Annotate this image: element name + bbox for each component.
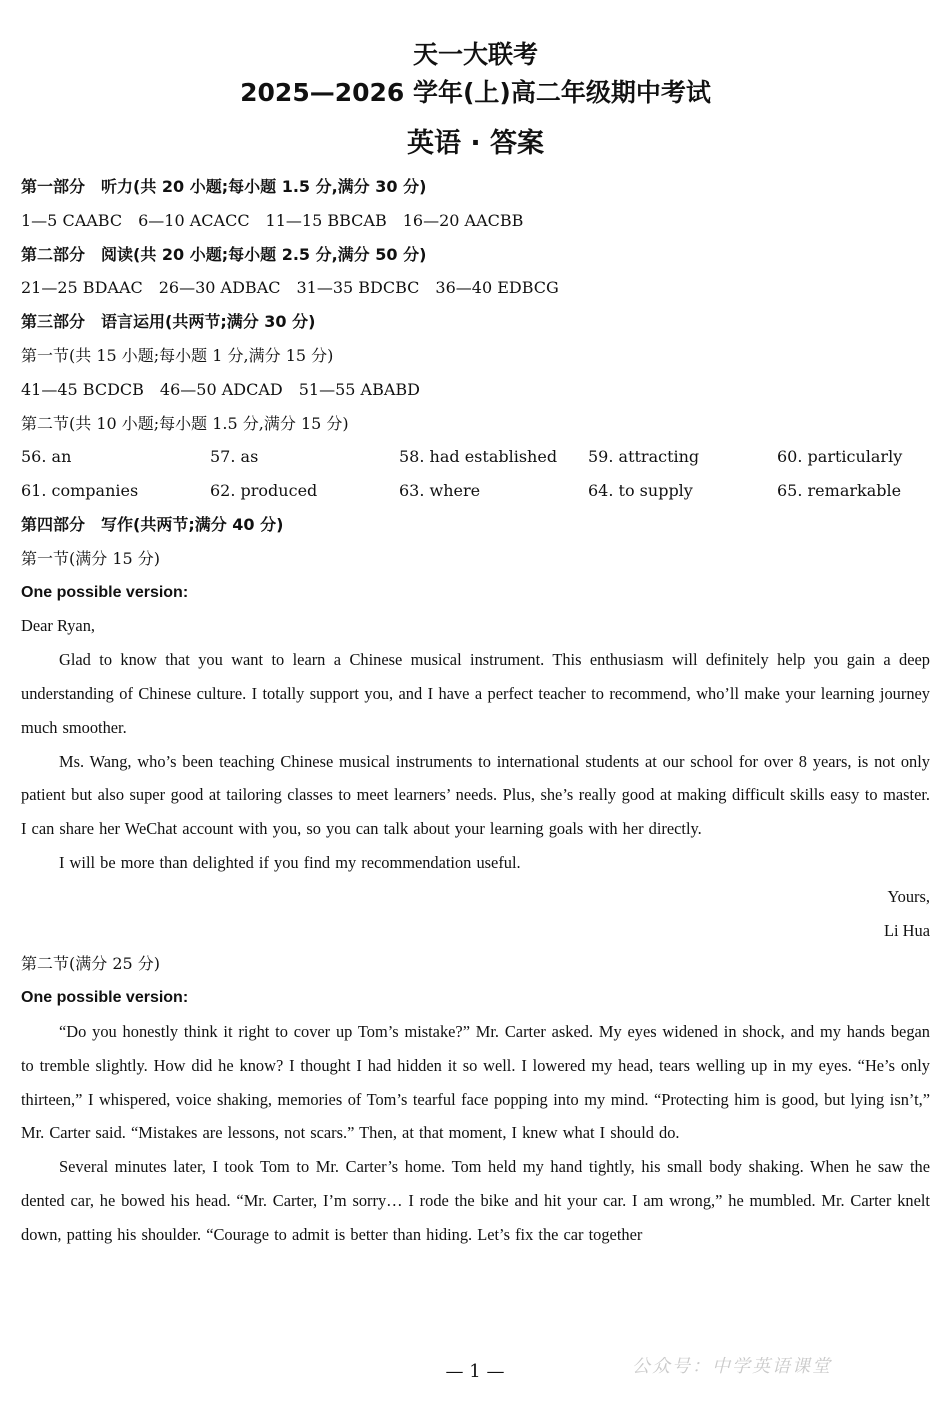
org-title: 天一大联考 xyxy=(412,40,538,69)
part3-section2-answer-grid xyxy=(21,440,930,508)
answer-item: 64. to supply xyxy=(588,481,693,501)
letter-paragraph: Ms. Wang, who’s been teaching Chinese musical instruments to international students at our school for over 8 years, is not only patient but also super good at tailoring classes to meet learners’ needs. Plus, she’s really good at making difficult skills easy to master. I can share her WeChat account with you, so you can talk about your learning goals with her directly. xyxy=(21,751,930,839)
letter-paragraph: I will be more than delighted if you find my recommendation useful. xyxy=(59,852,521,872)
version-label: One possible version: xyxy=(21,989,189,1007)
part1-answers: 1—5 CAABC 6—10 ACACC 11—15 BBCAB 16—20 AACBB xyxy=(21,210,524,230)
answer-item: 60. particularly xyxy=(777,447,903,467)
answer-item: 63. where xyxy=(399,481,481,501)
letter-closing: Yours, xyxy=(887,886,930,906)
letter-greeting: Dear Ryan, xyxy=(21,616,95,636)
part3-section1-heading: 第一节(共 15 小题;每小题 1 分,满分 15 分) xyxy=(21,345,334,365)
part4-section1-heading: 第一节(满分 15 分) xyxy=(21,548,161,568)
part4-heading: 第四部分 写作(共两节;满分 40 分) xyxy=(21,514,284,534)
part2-heading: 第二部分 阅读(共 20 小题;每小题 2.5 分,满分 50 分) xyxy=(21,244,427,264)
answer-item: 59. attracting xyxy=(588,447,700,467)
subject-title: 英语 · 答案 xyxy=(406,128,545,159)
page-number: — 1 — xyxy=(445,1361,505,1382)
answer-item: 65. remarkable xyxy=(777,481,902,501)
part3-section2-heading: 第二节(共 10 小题;每小题 1.5 分,满分 15 分) xyxy=(21,413,349,433)
answer-item: 58. had established xyxy=(399,447,558,467)
story-paragraph: “Do you honestly think it right to cover up Tom’s mistake?” Mr. Carter asked. My eyes widened in shock, and my hands began to tremble slightly. How did he know? I thought I had hidden it so well. I lowered my head, tears welling up in my eyes. “He’s only thirteen,” I whispered, voice shaking, memories of Tom’s tearful face popping into my mind. “Protecting him is good, but lying isn’t,” Mr. Carter said. “Mistakes are lessons, not scars.” Then, at that moment, I knew what I should do. xyxy=(21,1021,930,1143)
letter-signature: Li Hua xyxy=(884,920,930,940)
part2-answers: 21—25 BDAAC 26—30 ADBAC 31—35 BDCBC 36—40 EDBCG xyxy=(21,278,559,298)
version-label: One possible version: xyxy=(21,583,189,601)
part1-heading: 第一部分 听力(共 20 小题;每小题 1.5 分,满分 30 分) xyxy=(21,177,427,196)
letter-paragraph: Glad to know that you want to learn a Chinese musical instrument. This enthusiasm will definitely help you gain a deep understanding of Chinese culture. I totally support you, and I have a perfect teacher to recommend, who’ll make your learning journey much smoother. xyxy=(21,650,930,737)
answer-item: 62. produced xyxy=(210,481,318,501)
document xyxy=(21,36,930,1252)
exam-title: 2025—2026 学年(上)高二年级期中考试 xyxy=(240,78,711,107)
part3-heading: 第三部分 语言运用(共两节;满分 30 分) xyxy=(21,312,316,332)
answer-item: 57. as xyxy=(210,447,259,467)
story-paragraph: Several minutes later, I took Tom to Mr. Carter’s home. Tom held my hand tightly, his small body shaking. When he saw the dented car, he bowed his head. “Mr. Carter, I’m sorry… I rode the bike and hit your car. I am wrong,” he mumbled. Mr. Carter knelt down, patting his shoulder. “Courage to admit is better than hiding. Let’s fix the car together xyxy=(21,1157,930,1244)
answer-item: 56. an xyxy=(21,447,72,467)
part3-section1-answers: 41—45 BCDCB 46—50 ADCAD 51—55 ABABD xyxy=(21,379,421,399)
watermark: 公众号：中学英语课堂 xyxy=(632,1356,832,1377)
answer-item: 61. companies xyxy=(21,481,139,501)
part4-section2-heading: 第二节(满分 25 分) xyxy=(21,954,161,974)
